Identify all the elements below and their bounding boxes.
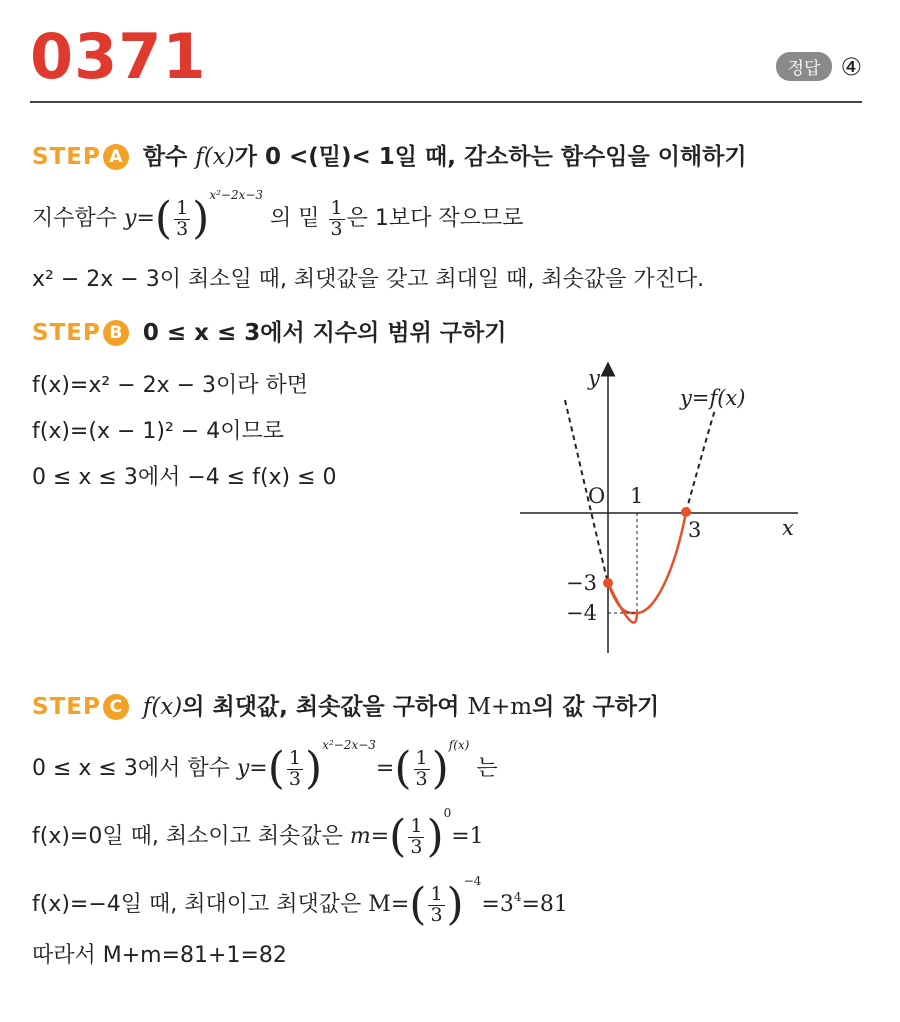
origin-label: O xyxy=(588,484,606,508)
point-3-0 xyxy=(681,507,691,517)
step-b-line-1: f(x)=x² − 2x − 3이라 하면 xyxy=(32,373,309,398)
parabola-right-dashed xyxy=(686,410,715,512)
parabola-graph xyxy=(510,355,810,655)
fraction: $\frac{1}{3}$ xyxy=(410,814,423,858)
step-a-line-2: x² − 2x − 3이 최소일 때, 최댓값을 갖고 최대일 때, 최솟값을 가진다. xyxy=(32,267,705,292)
fraction: $\frac{1}{3}$ xyxy=(176,196,189,240)
y-axis-label: y xyxy=(588,366,600,390)
step-a-heading: STEP A 함수 f(x)가 0 <(밑)< 1일 때, 감소하는 함수임을 이해하기 xyxy=(32,144,747,170)
step-a-line-1: 지수함수 y=( $\frac{1}{3}$ )$^{x^2-2x-3}$ 의 밑 $\frac{1}{3}$ 은 1보다 작으므로 xyxy=(32,188,524,244)
fraction: $\frac{1}{3}$ xyxy=(415,746,428,790)
fraction: $\frac{1}{3}$ xyxy=(430,882,443,926)
tick-ym4: −4 xyxy=(566,601,597,625)
point-0-m3 xyxy=(603,578,613,588)
answer-area xyxy=(776,52,862,81)
step-b-line-2: f(x)=(x − 1)² − 4이므로 xyxy=(32,419,284,444)
tick-x3: 3 xyxy=(688,518,702,542)
step-c-heading: STEP C f(x)의 최댓값, 최솟값을 구하여 M+m의 값 구하기 xyxy=(32,694,660,720)
fraction: $\frac{1}{3}$ xyxy=(288,746,301,790)
step-b-heading: STEP B 0 ≤ x ≤ 3에서 지수의 범위 구하기 xyxy=(32,320,507,346)
parabola-solid-segment xyxy=(608,512,686,623)
step-a-badge: A xyxy=(103,144,129,170)
problem-number: 0371 xyxy=(30,20,207,93)
tick-ym3: −3 xyxy=(566,571,597,595)
step-c-line-3: f(x)=−4일 때, 최대이고 최댓값은 M=( $\frac{1}{3}$ )$^{-4}=3^4=81$ xyxy=(32,874,568,930)
problem-header xyxy=(0,0,900,105)
answer-value: ④ xyxy=(840,52,862,81)
fraction: $\frac{1}{3}$ xyxy=(330,196,343,240)
x-axis-label: x xyxy=(782,516,794,540)
step-c-line-1: 0 ≤ x ≤ 3에서 함수 y=( $\frac{1}{3}$ )$^{x^2-2x-3}$=( $\frac{1}{3}$ )$^{f(x)}$ 는 xyxy=(32,738,498,794)
step-c-line-2: f(x)=0일 때, 최소이고 최솟값은 m=( $\frac{1}{3}$ )$^0$=1 xyxy=(32,806,484,862)
header-divider xyxy=(30,101,862,103)
step-c-line-4: 따라서 M+m=81+1=82 xyxy=(32,943,287,968)
tick-x1: 1 xyxy=(630,484,644,508)
answer-badge: 정답 xyxy=(776,52,833,81)
step-c-badge: C xyxy=(103,694,129,720)
step-b-line-3: 0 ≤ x ≤ 3에서 −4 ≤ f(x) ≤ 0 xyxy=(32,465,337,490)
step-b-badge: B xyxy=(103,320,129,346)
curve-label: y=f(x) xyxy=(680,386,746,410)
